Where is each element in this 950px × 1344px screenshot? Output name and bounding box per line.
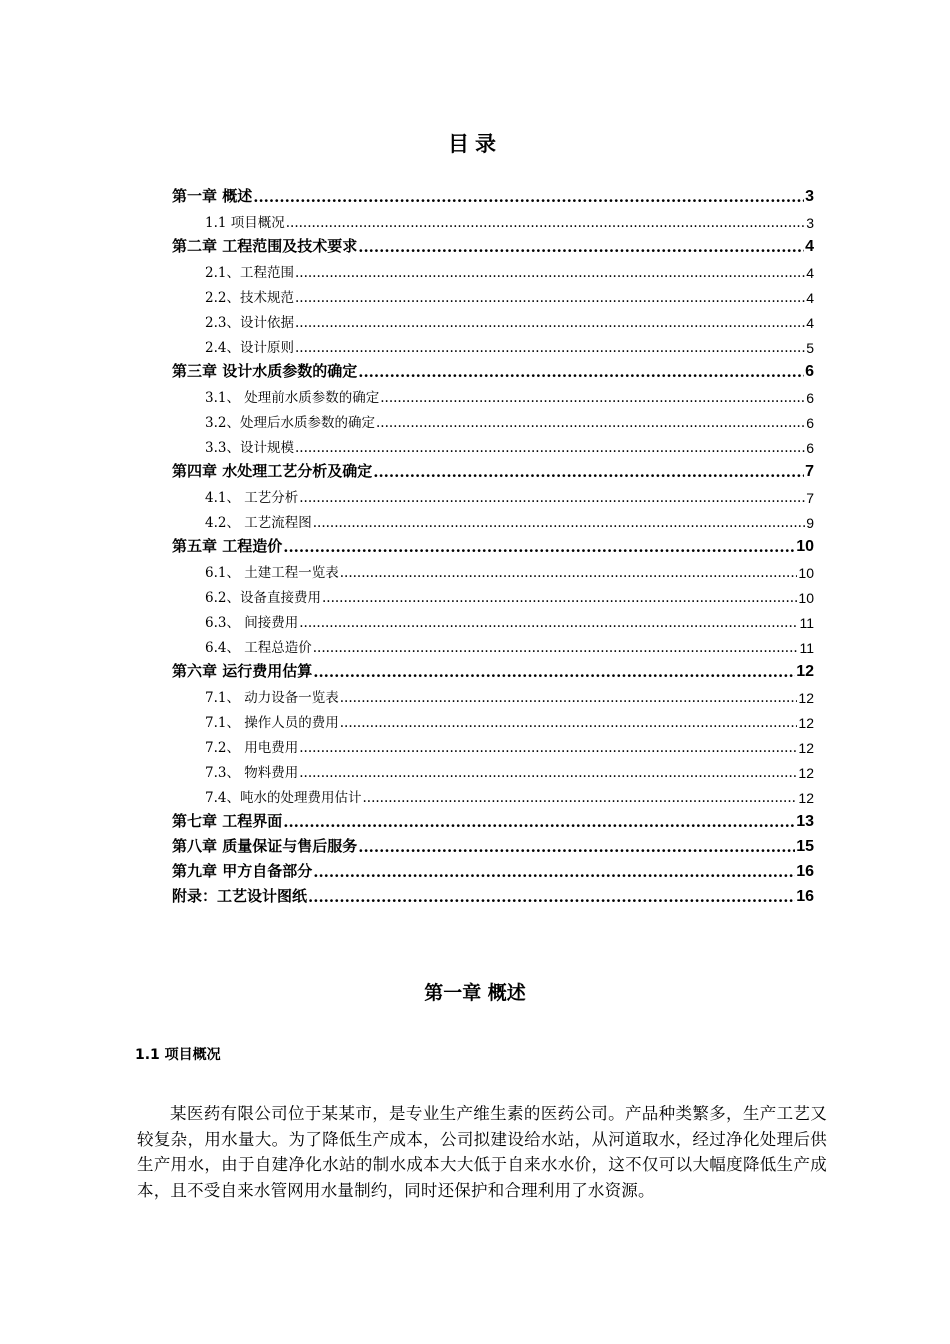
toc-entry[interactable] (172, 281, 814, 306)
toc-leader-dots (299, 490, 805, 506)
toc-leader-dots (322, 590, 797, 606)
toc-page-number: 13 (796, 813, 814, 830)
toc-entry-title: 第七章 工程界面 (172, 812, 283, 830)
toc-leader-dots (358, 838, 795, 856)
toc-entry-title: 2.1、工程范围 (205, 265, 294, 281)
toc-entry[interactable] (172, 731, 814, 756)
toc-entry[interactable] (172, 681, 814, 706)
toc-entry[interactable] (172, 306, 814, 331)
toc-page-number: 12 (798, 790, 814, 806)
toc-leader-dots (358, 363, 804, 381)
toc-leader-dots (340, 690, 798, 706)
toc-page-number: 16 (796, 863, 814, 880)
toc-leader-dots (295, 315, 805, 331)
toc-entry[interactable] (172, 456, 814, 481)
toc-page-number: 4 (806, 265, 814, 281)
toc-entry[interactable] (172, 231, 814, 256)
toc-leader-dots (295, 265, 805, 281)
toc-entry[interactable] (172, 756, 814, 781)
toc-entry-title: 4.1、 工艺分析 (205, 490, 299, 506)
toc-entry-title: 3.2、处理后水质参数的确定 (205, 415, 375, 431)
toc-entry[interactable] (172, 806, 814, 831)
toc-leader-dots (299, 740, 797, 756)
toc-entry-title: 第六章 运行费用估算 (172, 662, 313, 680)
toc-page-number: 4 (805, 238, 814, 255)
toc-leader-dots (340, 565, 798, 581)
toc-entry[interactable] (172, 331, 814, 356)
toc-entry-title: 第二章 工程范围及技术要求 (172, 237, 358, 255)
toc-leader-dots (286, 215, 805, 231)
toc-leader-dots (295, 340, 805, 356)
toc-leader-dots (376, 415, 805, 431)
toc-page-number: 12 (798, 740, 814, 756)
toc-leader-dots (295, 440, 805, 456)
toc-page-number: 16 (796, 888, 814, 905)
toc-entry[interactable] (172, 631, 814, 656)
toc-page-number: 12 (796, 663, 814, 680)
toc-entry-title: 2.3、设计依据 (205, 315, 294, 331)
toc-leader-dots (299, 615, 798, 631)
toc-leader-dots (313, 863, 795, 881)
toc-leader-dots (283, 538, 795, 556)
toc-entry-title: 7.3、 物料费用 (205, 765, 299, 781)
toc-page-number: 6 (806, 415, 814, 431)
toc-entry-title: 第八章 质量保证与售后服务 (172, 837, 358, 855)
toc-leader-dots (380, 390, 805, 406)
toc-leader-dots (313, 515, 805, 531)
toc-entry[interactable] (172, 856, 814, 881)
toc-entry[interactable] (172, 831, 814, 856)
toc-page-number: 7 (805, 463, 814, 480)
toc-page-number: 10 (796, 538, 814, 555)
toc-entry[interactable] (172, 431, 814, 456)
toc-title: 目录 (448, 132, 502, 156)
toc-page-number: 4 (806, 290, 814, 306)
toc-entry[interactable] (172, 656, 814, 681)
body-paragraph: 某医药有限公司位于某某市，是专业生产维生素的医药公司。产品种类繁多，生产工艺又较复杂，用水量大。为了降低生产成本，公司拟建设给水站，从河道取水，经过净化处理后供生产用水，由于自建净化水站的制水成本大大低于自来水水价，这不仅可以大幅度降低生产成本，且不受自来水管网用水量制约，同时还保护和合理利用了水资源。 (137, 1104, 827, 1200)
toc-leader-dots (313, 663, 795, 681)
toc-entry-title: 2.4、设计原则 (205, 340, 294, 356)
toc-entry-title: 7.1、 动力设备一览表 (205, 690, 339, 706)
toc-entry[interactable] (172, 706, 814, 731)
toc-leader-dots (253, 188, 804, 206)
toc-entry[interactable] (172, 181, 814, 206)
toc-entry-title: 3.1、 处理前水质参数的确定 (205, 390, 380, 406)
toc-leader-dots (358, 238, 804, 256)
toc-entry[interactable] (172, 256, 814, 281)
toc-page-number: 6 (806, 440, 814, 456)
toc-page-number: 3 (805, 188, 814, 205)
toc-page-number: 10 (798, 565, 814, 581)
toc-entry[interactable] (172, 381, 814, 406)
toc-page-number: 15 (796, 838, 814, 855)
toc-page-number: 12 (798, 765, 814, 781)
toc-entry-title: 6.1、 土建工程一览表 (205, 565, 339, 581)
toc-leader-dots (295, 290, 805, 306)
toc-entry[interactable] (172, 531, 814, 556)
toc-entry-title: 7.2、 用电费用 (205, 740, 299, 756)
toc-entry[interactable] (172, 606, 814, 631)
toc-entry-title: 第三章 设计水质参数的确定 (172, 362, 358, 380)
toc-leader-dots (373, 463, 804, 481)
toc-leader-dots (283, 813, 795, 831)
toc-entry-title: 6.2、设备直接费用 (205, 590, 321, 606)
toc-entry-title: 7.1、 操作人员的费用 (205, 715, 339, 731)
toc-entry[interactable] (172, 581, 814, 606)
toc-leader-dots (313, 640, 799, 656)
toc-entry-title: 第五章 工程造价 (172, 537, 283, 555)
table-of-contents (172, 181, 814, 906)
toc-page-number: 6 (805, 363, 814, 380)
toc-page-number: 12 (798, 715, 814, 731)
toc-entry-title: 第九章 甲方自备部分 (172, 862, 313, 880)
toc-entry-title: 6.4、 工程总造价 (205, 640, 312, 656)
toc-leader-dots (340, 715, 798, 731)
toc-page-number: 4 (806, 315, 814, 331)
toc-page-number: 12 (798, 690, 814, 706)
toc-entry-title: 第四章 水处理工艺分析及确定 (172, 462, 373, 480)
toc-entry-title: 4.2、 工艺流程图 (205, 515, 312, 531)
toc-leader-dots (362, 790, 797, 806)
toc-entry[interactable] (172, 406, 814, 431)
chapter-heading: 第一章 概述 (424, 982, 526, 1004)
toc-entry[interactable] (172, 506, 814, 531)
toc-entry-title: 附录：工艺设计图纸 (172, 887, 308, 905)
toc-page-number: 11 (799, 640, 814, 656)
toc-page-number: 7 (806, 490, 814, 506)
toc-page-number: 10 (798, 590, 814, 606)
toc-page-number: 9 (806, 515, 814, 531)
toc-page-number: 6 (806, 390, 814, 406)
toc-entry[interactable] (172, 481, 814, 506)
toc-entry-title: 1.1 项目概况 (205, 215, 285, 231)
toc-entry[interactable] (172, 881, 814, 906)
toc-entry[interactable] (172, 781, 814, 806)
toc-entry[interactable] (172, 206, 814, 231)
toc-page-number: 11 (799, 615, 814, 631)
section-heading: 1.1 项目概况 (135, 1047, 221, 1063)
toc-entry-title: 7.4、吨水的处理费用估计 (205, 790, 362, 806)
toc-entry[interactable] (172, 356, 814, 381)
toc-leader-dots (308, 888, 795, 906)
toc-entry-title: 2.2、技术规范 (205, 290, 294, 306)
toc-entry-title: 第一章 概述 (172, 187, 253, 205)
toc-entry[interactable] (172, 556, 814, 581)
toc-entry-title: 6.3、 间接费用 (205, 615, 299, 631)
toc-entry-title: 3.3、设计规模 (205, 440, 294, 456)
toc-leader-dots (299, 765, 797, 781)
toc-page-number: 5 (806, 340, 814, 356)
toc-page-number: 3 (806, 215, 814, 231)
